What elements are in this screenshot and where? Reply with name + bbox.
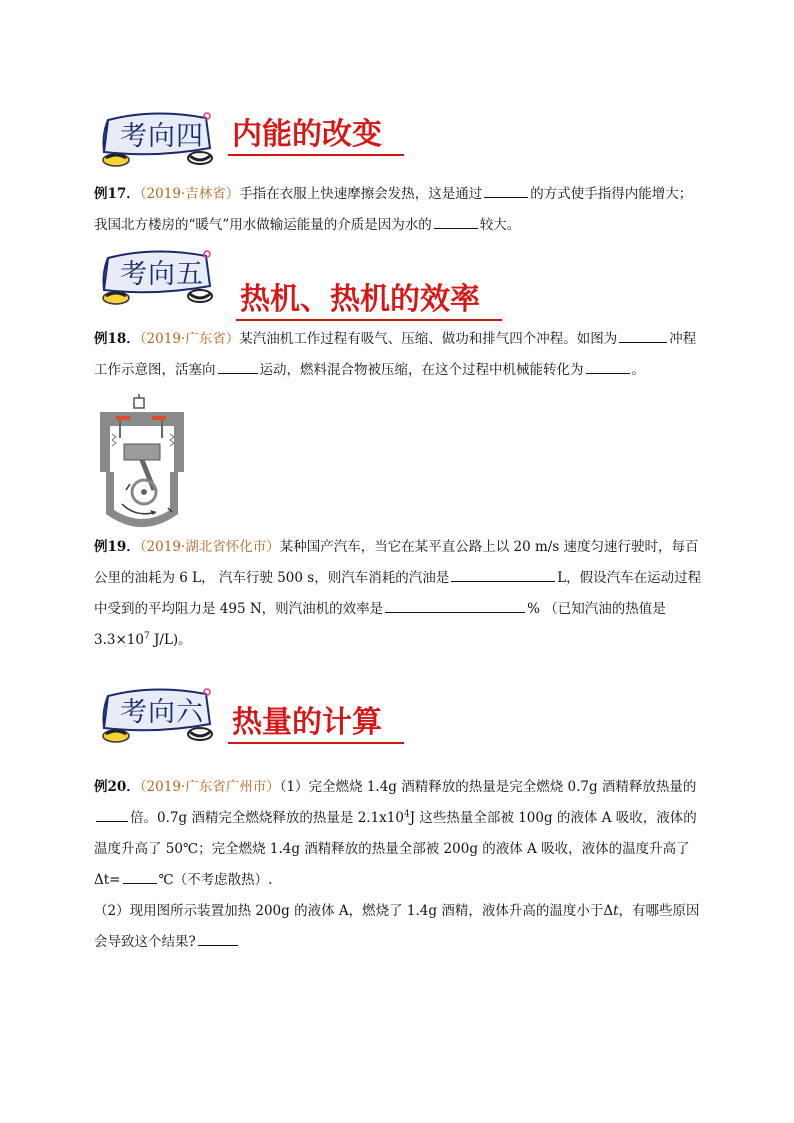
- example-20: [94, 772, 704, 896]
- exponent: 4: [403, 809, 410, 820]
- section-badge-label: 考向六: [120, 697, 204, 728]
- example-text: 某种国产汽车，当它在某平直公路上以 20 m/s 速度匀速行驶时，每百公里的油耗为 6 L， 汽车行驶 500 s，则汽车消耗的汽油是: [94, 539, 699, 586]
- example-text: J/L)。: [149, 632, 192, 648]
- example-text: 冲程工作示意图，活塞向: [94, 331, 697, 378]
- section-badge: [94, 246, 216, 310]
- example-17: [94, 179, 704, 241]
- section-badge: [94, 108, 216, 172]
- answer-blank[interactable]: [218, 359, 258, 374]
- example-text: 运动，燃料混合物被压缩，在这个过程中机械能转化为: [259, 362, 584, 378]
- answer-blank[interactable]: [123, 869, 157, 884]
- example-text: （1）完全燃烧 1.4g 酒精释放的热量是完全燃烧 0.7g 酒精释放热量的: [279, 779, 697, 795]
- example-number: 例20．: [94, 779, 140, 795]
- exponent: 7: [143, 631, 150, 642]
- example-text: 手指在衣服上快速摩擦会发热，这是通过: [239, 186, 483, 202]
- example-text: 较大。: [479, 217, 521, 233]
- section-badge-label: 考向五: [120, 259, 204, 290]
- example-text: （2）现用图所示装置加热 200g 的液体 A，燃烧了 1.4g 酒精，液体升高的温度小于Δ: [94, 903, 614, 919]
- variable-t: t: [613, 903, 619, 919]
- example-source: （2019·广东省广州市）: [139, 779, 280, 795]
- section-badge-label: 考向四: [120, 121, 204, 152]
- example-number: 例18．: [94, 331, 140, 347]
- example-text: 。: [631, 362, 645, 378]
- section-title: 热机、热机的效率: [236, 282, 502, 321]
- example-number: 例17．: [94, 186, 140, 202]
- answer-blank[interactable]: [198, 931, 238, 946]
- answer-blank[interactable]: [434, 214, 478, 229]
- section-badge: [94, 684, 216, 748]
- example-text: J 这些热量全部被 100g 的液体 A 吸收，液体的温度升高了 50℃；完全燃烧 1.4g 酒精释放的热量全部被 200g 的液体 A 吸收，液体的温度升高了Δt=: [94, 810, 697, 888]
- example-text: ，有哪些原因会导致这个结果?: [94, 903, 700, 950]
- example-18: [94, 324, 704, 386]
- answer-blank[interactable]: [451, 567, 555, 582]
- answer-blank[interactable]: [619, 328, 667, 343]
- example-text: 某汽油机工作过程有吸气、压缩、做功和排气四个冲程。如图为: [239, 331, 618, 347]
- example-source: （2019·吉林省）: [139, 186, 240, 202]
- example-20-part-2: [94, 896, 704, 958]
- answer-blank[interactable]: [586, 359, 630, 374]
- answer-blank[interactable]: [96, 807, 128, 822]
- section-title: 热量的计算: [228, 705, 404, 744]
- example-text: 倍。0.7g 酒精完全燃烧释放的热量是 2.1x10: [130, 810, 404, 826]
- answer-blank[interactable]: [385, 598, 525, 613]
- answer-blank[interactable]: [484, 183, 528, 198]
- example-text: 的方式使手指得内能增大；我国北方楼房的“暖气”用水做输运能量的介质是因为水的: [94, 186, 693, 233]
- example-text: % （已知汽油的热值是 3.3×10: [94, 601, 666, 648]
- example-source: （2019·广东省）: [139, 331, 240, 347]
- example-source: （2019·湖北省怀化市）: [139, 539, 280, 555]
- example-number: 例19．: [94, 539, 140, 555]
- engine-diagram: [96, 394, 188, 530]
- piston-engine-icon: [96, 394, 188, 530]
- section-title: 内能的改变: [228, 117, 404, 156]
- example-text: L，假设汽车在运动过程中受到的平均阻力是 495 N，则汽油机的效率是: [94, 570, 702, 617]
- example-text: ℃（不考虑散热）.: [158, 872, 273, 888]
- example-19: [94, 532, 704, 656]
